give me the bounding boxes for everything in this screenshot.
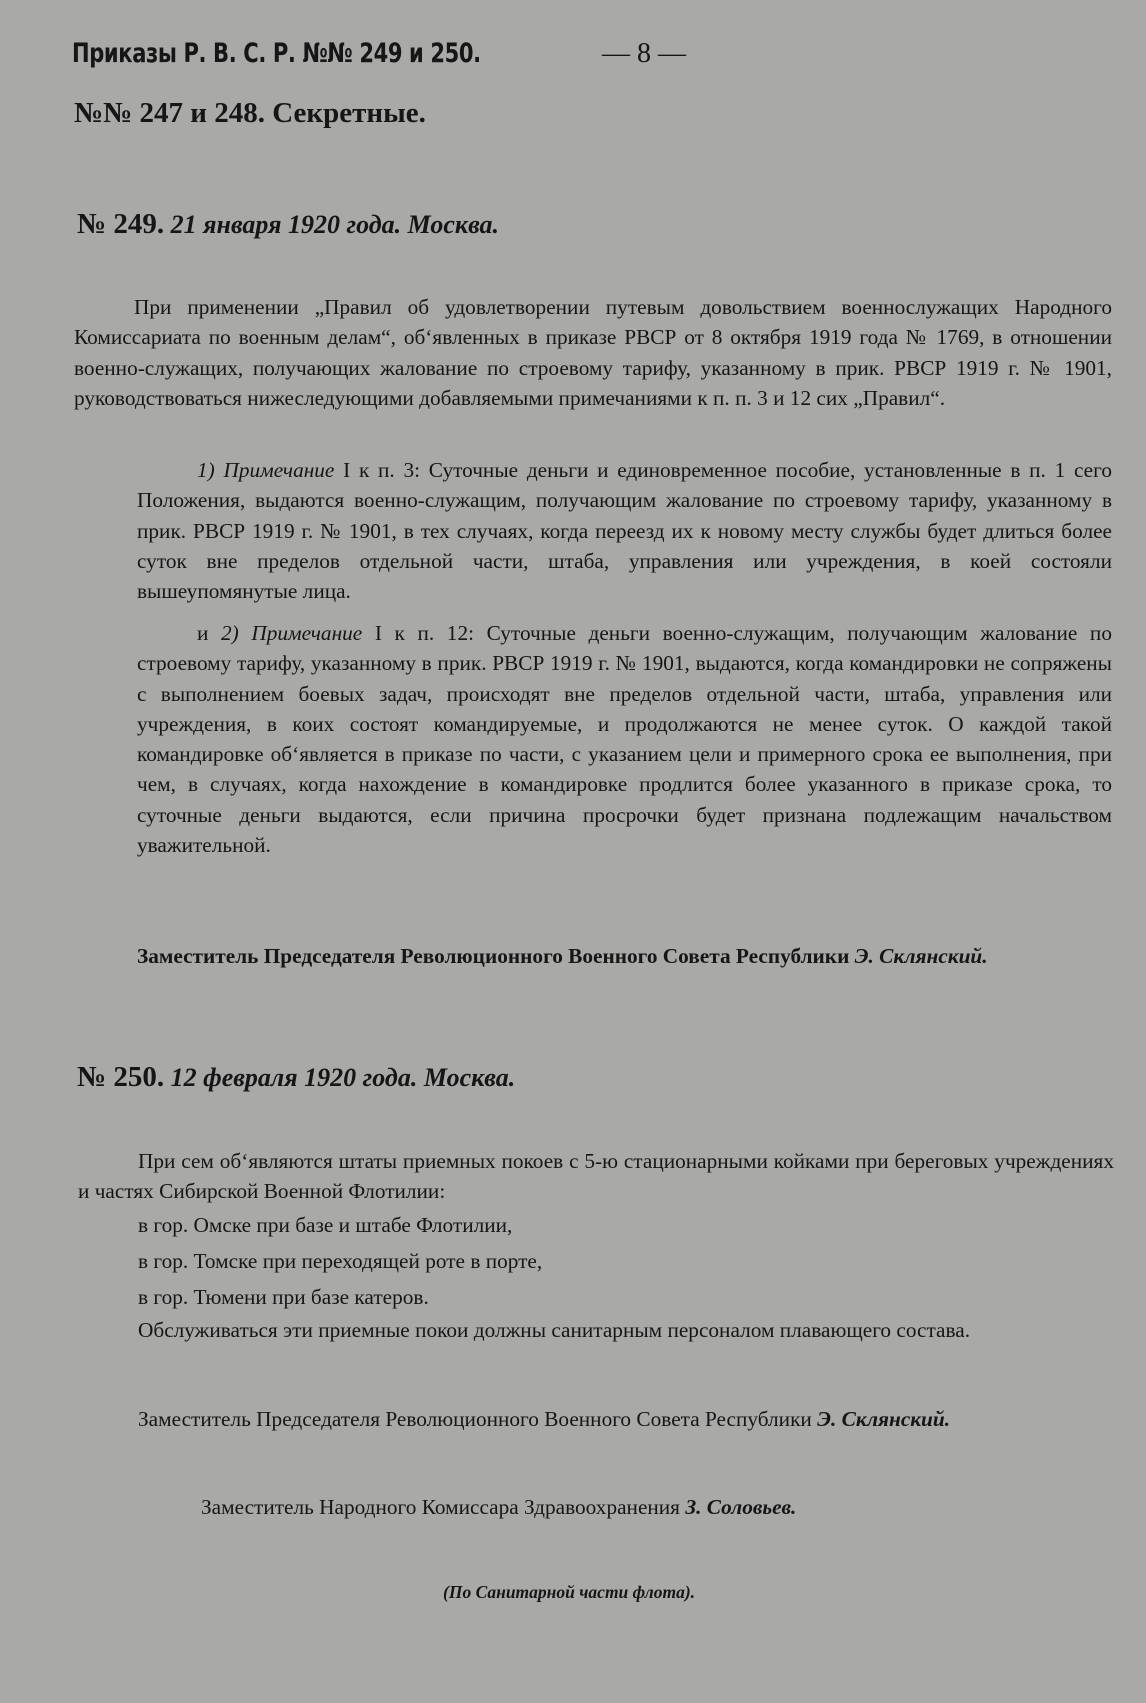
note-1-text: I к п. 3: Суточные деньги и единовременное пособие, установленные в п. 1 сего Положения, выдаются военно-служащим, получающим жалование по строевому тарифу, указанному в прик. РВСР 1919 г. № 1901, в тех случаях, когда переезд их к новому месту службы будет длиться более суток вне пределов отдельной части, штаба, управления или учреждения, в коей состояли вышеупомянутые лица. bbox=[137, 458, 1112, 604]
page-header bbox=[72, 38, 692, 78]
running-title: Приказы Р. В. С. Р. №№ 249 и 250. bbox=[72, 38, 481, 69]
order-250-signature-1 bbox=[138, 1407, 950, 1432]
order-250-heading bbox=[77, 1061, 515, 1094]
order-250-closing: Обслуживаться эти приемные покои должны санитарным персоналом плавающего состава. bbox=[138, 1318, 971, 1342]
note-2-text: I к п. 12: Суточные деньги военно-служащим, получающим жалование по строевому тарифу, указанному в прик. РВСР 1919 г. № 1901, выдаются, когда командировки не сопряжены с выполнением боевых задач, происходят вне пределов отдельной части, штаба, управления или учреждения, в коих состоят командируемые, и продолжаются не менее суток. О каждой такой командировке об‘является в приказе по части, с указанием цели и примерного срока ее выполнения, при чем, в случаях, когда нахождение в командировке продлится более указанного в приказе срока, то суточные деньги выдаются, если причина просрочки будет признана подлежащим начальством уважительной. bbox=[137, 621, 1112, 858]
note-2-prefix: и bbox=[197, 621, 221, 645]
order-250-signature-2 bbox=[201, 1495, 796, 1520]
order-249-heading bbox=[77, 208, 499, 241]
signature-name: Э. Склянский. bbox=[817, 1407, 951, 1431]
page-number: — 8 — bbox=[602, 38, 686, 69]
order-249-date: 21 января 1920 года. Москва. bbox=[170, 210, 500, 239]
note-2-label: 2) Примечание bbox=[221, 621, 363, 645]
source-footnote: (По Санитарной части флота). bbox=[443, 1582, 696, 1602]
order-249-intro: При применении „Правил об удовлетворении путевым довольствием военнослужащих Народного Комиссариата по военным делам“, об‘явленных в приказе РВСР от 8 октября 1919 года № 1769, в отношении военно-служащих, получающих жалование по строевому тарифу, указанному в прик. РВСР 1919 г. № 1901, руководствоваться нижеследующими добавляемыми примечаниями к п. п. 3 и 12 сих „Правил“. bbox=[74, 295, 1112, 410]
secret-orders-heading: №№ 247 и 248. Секретные. bbox=[74, 97, 426, 129]
order-249-number: № 249. bbox=[77, 208, 165, 240]
signature-title: Заместитель Народного Комиссара Здравоохранения bbox=[201, 1495, 680, 1519]
signature-name: Э. Склянский. bbox=[854, 944, 988, 968]
order-250-number: № 250. bbox=[77, 1061, 165, 1093]
order-250-intro: При сем об‘являются штаты приемных покоев с 5-ю стационарными койками при береговых учреждениях и частях Сибирской Военной Флотилии: bbox=[78, 1149, 1114, 1204]
signature-title: Заместитель Председателя Революционного Военного Совета Республики bbox=[137, 944, 850, 968]
order-249-signature bbox=[137, 944, 988, 969]
note-1-label: 1) Примечание bbox=[197, 458, 335, 482]
order-249-note-1 bbox=[137, 455, 1112, 606]
order-249-note-2 bbox=[137, 618, 1112, 860]
signature-name: З. Соловьев. bbox=[685, 1495, 797, 1519]
order-250-date: 12 февраля 1920 года. Москва. bbox=[170, 1063, 516, 1092]
list-item: в гор. Тюмени при базе катеров. bbox=[138, 1285, 429, 1309]
list-item: в гор. Томске при переходящей роте в порте, bbox=[138, 1249, 543, 1273]
list-item: в гор. Омске при базе и штабе Флотилии, bbox=[138, 1213, 513, 1237]
signature-title: Заместитель Председателя Революционного Военного Совета Республики bbox=[138, 1407, 812, 1431]
